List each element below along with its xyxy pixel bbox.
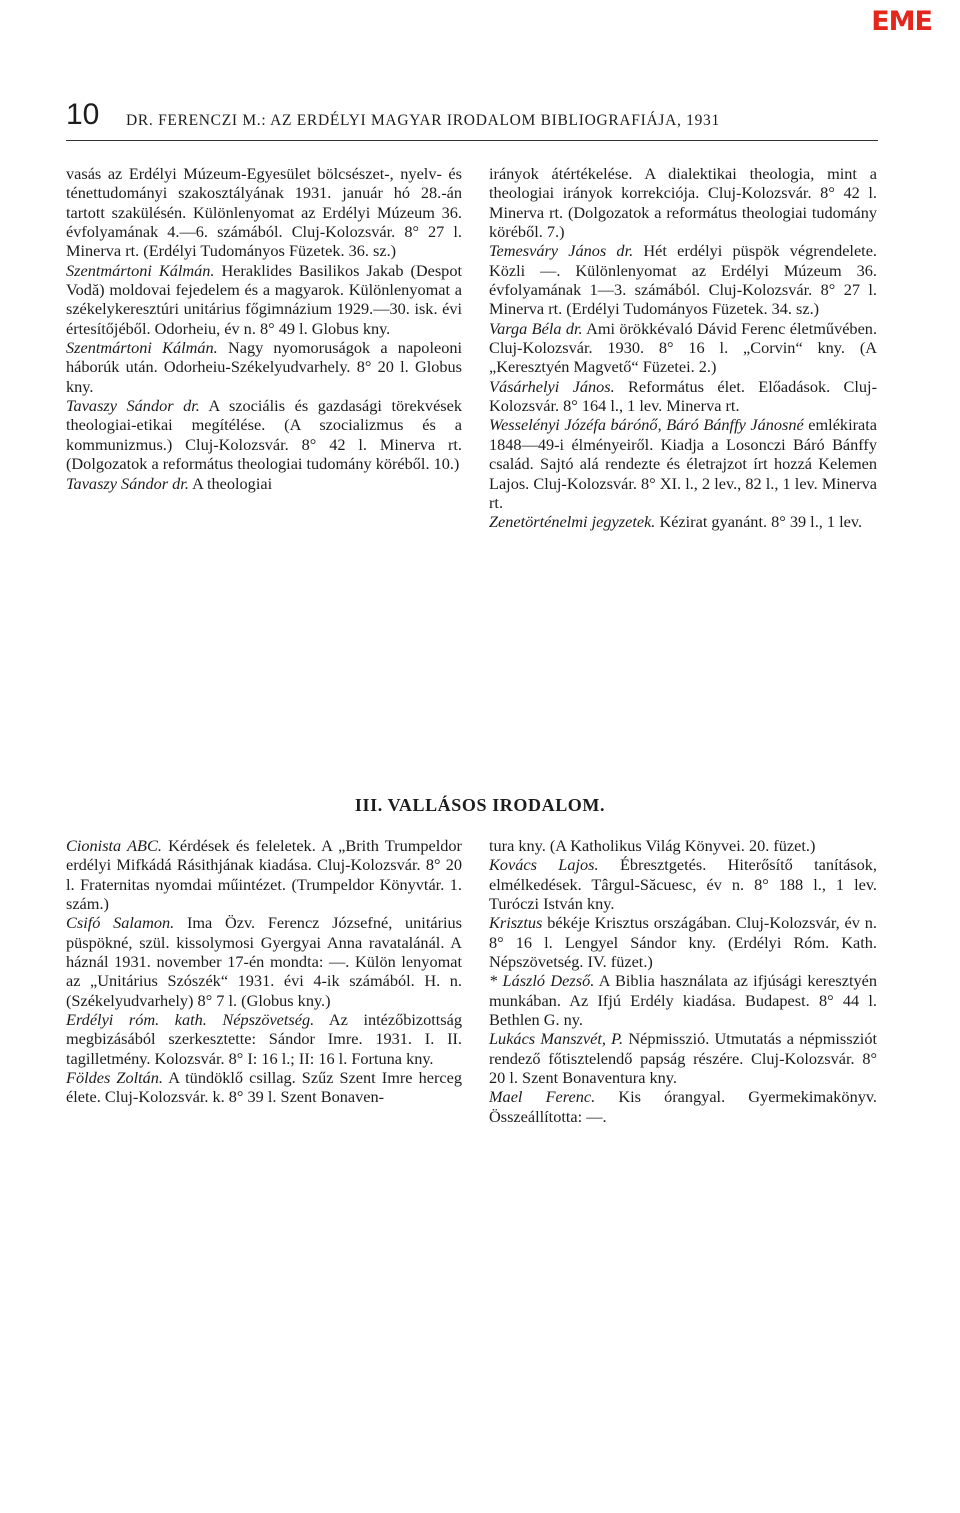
entry-author: Lukács Manszvét, P. <box>489 1029 624 1049</box>
entry-text: Az intézőbizottság megbizásából szerkesztette: Sándor Imre. 1931. I. II. tagilletmény. Kolozsvár. 8° I: 16 l.; II: 16 l. Fortuna kny. <box>66 1010 463 1068</box>
bibliography-entry <box>489 913 877 971</box>
bibliography-entry <box>66 913 462 1010</box>
header-rule <box>66 140 878 141</box>
bibliography-entry <box>489 836 877 855</box>
bibliography-entry <box>66 1010 462 1068</box>
entry-author: Kovács Lajos. <box>489 855 599 875</box>
entry-text: Heraklides Basilikos Jakab (Despot Vodă) moldovai fejedelem és a magyarok. Különlenyomat a székelykeresztúri unitárius főgimnázium 1929.—30. isk. évi értesítőjéből. Odorheiu, év n. 8° 49 l. Globus kny. <box>66 260 462 338</box>
entry-author: Krisztus <box>489 913 543 933</box>
entry-text: emlékirata 1848—49-i élményeiről. Kiadja a Losonczi Báró Bánffy család. Sajtó alá rendezte és életrajzot írt hozzá Kelemen Lajos. Cluj-Kolozsvár. 8° XI. l., 2 lev., 82 l., 1 lev. Minerva rt. <box>489 415 877 512</box>
entry-text: Református élet. Előadások. Cluj-Kolozsvár. 8° 164 l., 1 lev. Minerva rt. <box>489 376 877 416</box>
entry-text: irányok átértékelése. A dialektikai theologia, mint a theologiai irányok korrekciója. Cluj-Kolozsvár. 8° 42 l. Minerva rt. (Dolgozatok a református theologiai tudomány köréből. 7.) <box>489 164 877 242</box>
bibliography-entry <box>66 164 462 261</box>
lower-right-column <box>489 836 877 1126</box>
section-heading: III. VALLÁSOS IRODALOM. <box>354 795 606 815</box>
entry-text: Nagy nyomoruságok a napoleoni háborúk után. Odorheiu-Székelyudvarhely. 8° 20 l. Globus kny. <box>66 338 463 396</box>
bibliography-entry <box>489 855 877 913</box>
entry-text: Hét erdélyi püspök végrendelete. Közli —. Különlenyomat az Erdélyi Múzeum 36. évfolyamának 1—3. számából. Cluj-Kolozsvár. 8° 27 l. Minerva rt. (Erdélyi Tudományos Füzetek. 34. sz.) <box>489 241 878 319</box>
entry-text: vasás az Erdélyi Múzeum-Egyesület bölcsészet-, nyelv- és ténettudományi szakosztályának 1931. január hó 28.-án tartott szakülésén. Különlenyomat az Erdélyi Múzeum 36. évfolyamának 4.—6. számából. Cluj-Kolozsvár. 8° 27 l. Minerva rt. (Erdélyi Tudományos Füzetek. 36. sz.) <box>66 164 462 261</box>
entry-text: Ami örökkévaló Dávid Ferenc életművében. Cluj-Kolozsvár. 1930. 8° 16 l. „Corvin“ kny. (A „Keresztyén Magvető“ Füzetei. 2.) <box>489 318 878 377</box>
entry-author: Temesváry János dr. <box>489 241 634 261</box>
entry-text: Ima Özv. Ferencz Józsefné, unitárius püspökné, szül. kissolymosi Gyergyai Anna ravatalánál. A háznál 1931. november 17-én mondta: —. Külön lenyomat az „Unitárius Szószék“ 1931. évi 4-ik számából. H. n. (Székelyudvarhely) 8° 7 l. (Globus kny.) <box>66 913 462 1010</box>
entry-text: Ébresztgetés. Hiterősítő tanítások, elmélkedések. Târgul-Săcuesc, év n. 8° 188 l., 1 lev. Turóczi István kny. <box>489 855 877 914</box>
entry-text: Kis órangyal. Gyermekimakönyv. Összeállította: —. <box>489 1087 878 1126</box>
bibliography-entry <box>489 971 877 1029</box>
entry-author: Cionista ABC. <box>66 836 162 855</box>
bibliography-entry <box>489 319 877 377</box>
entry-text: Népmisszió. Utmutatás a népmissziót rendező főtisztelendő papság részére. Cluj-Kolozsvár. 8° 20 l. Szent Bonaventura kny. <box>489 1029 877 1088</box>
bibliography-entry <box>489 377 877 416</box>
entry-author: Erdélyi róm. kath. Népszövetség. <box>66 1010 315 1030</box>
entry-author: Mael Ferenc. <box>489 1087 596 1107</box>
bibliography-entry <box>489 164 877 241</box>
page-number: 10 <box>66 98 100 131</box>
entry-author: Csifó Salamon. <box>66 913 175 933</box>
bibliography-entry <box>489 241 877 318</box>
upper-right-column <box>489 164 877 532</box>
logo: EME <box>871 6 932 37</box>
entry-author: Szentmártoni Kálmán. <box>66 260 215 280</box>
entry-author: Vásárhelyi János. <box>489 376 615 396</box>
bibliography-entry <box>489 1087 877 1126</box>
running-head <box>66 98 876 138</box>
entry-text: tura kny. (A Katholikus Világ Könyvei. 20. füzet.) <box>489 836 816 855</box>
entry-author: Tavaszy Sándor dr. <box>66 396 200 416</box>
entry-text: Kérdések és feleletek. A „Brith Trumpeldor erdélyi Mifkádá Rásithjának kiadása. Cluj-Kolozsvár. 8° 20 l. Fraternitas nyomdai műintézet. (Trumpeldor Könyvtár. 1. szám.) <box>66 836 462 914</box>
entry-author: * László Dezső. <box>489 971 595 991</box>
bibliography-entry <box>66 396 462 473</box>
bibliography-entry <box>66 1068 462 1107</box>
entry-text: Kézirat gyanánt. 8° 39 l., 1 lev. <box>659 512 863 532</box>
entry-author: Varga Béla dr. <box>489 318 583 338</box>
bibliography-entry <box>489 415 877 512</box>
bibliography-entry <box>489 1029 877 1087</box>
bibliography-entry <box>66 836 462 913</box>
entry-author: Földes Zoltán. <box>66 1068 163 1088</box>
entry-author: Zenetörténelmi jegyzetek. <box>489 512 656 532</box>
entry-text: A szociális és gazdasági törekvések theologiai-etikai megítélése. (A szocializmus és a kommunizmus.) Cluj-Kolozsvár. 8° 42 l. Minerva rt. (Dolgozatok a református theologiai tudomány köréből. 10.) <box>66 396 462 474</box>
entry-text: békéje Krisztus országában. Cluj-Kolozsvár, év n. 8° 16 l. Lengyel Sándor kny. (Erdélyi Róm. Kath. Népszövetség. IV. füzet.) <box>489 913 877 972</box>
entry-author: Szentmártoni Kálmán. <box>66 338 218 358</box>
bibliography-entry <box>66 474 462 493</box>
bibliography-entry <box>66 338 462 396</box>
upper-left-column <box>66 164 462 493</box>
bibliography-entry <box>489 512 877 531</box>
lower-left-column <box>66 836 462 1107</box>
entry-author: Tavaszy Sándor dr. <box>66 473 189 493</box>
entry-text: A theologiai <box>192 473 273 493</box>
header-title: DR. FERENCZI M.: AZ ERDÉLYI MAGYAR IRODALOM BIBLIOGRAFIÁJA, 1931 <box>126 112 720 129</box>
bibliography-entry <box>66 261 462 338</box>
entry-text: A Biblia használata az ifjúsági keresztyén munkában. Az Ifjú Erdély kiadása. Budapest. 8° 44 l. Bethlen G. ny. <box>489 971 878 1030</box>
entry-author: Wesselényi Józéfa bárónő, Báró Bánffy Jánosné <box>489 415 804 435</box>
entry-text: A tündöklő csillag. Szűz Szent Imre herceg élete. Cluj-Kolozsvár. k. 8° 39 l. Szent Bonaven- <box>66 1068 462 1107</box>
